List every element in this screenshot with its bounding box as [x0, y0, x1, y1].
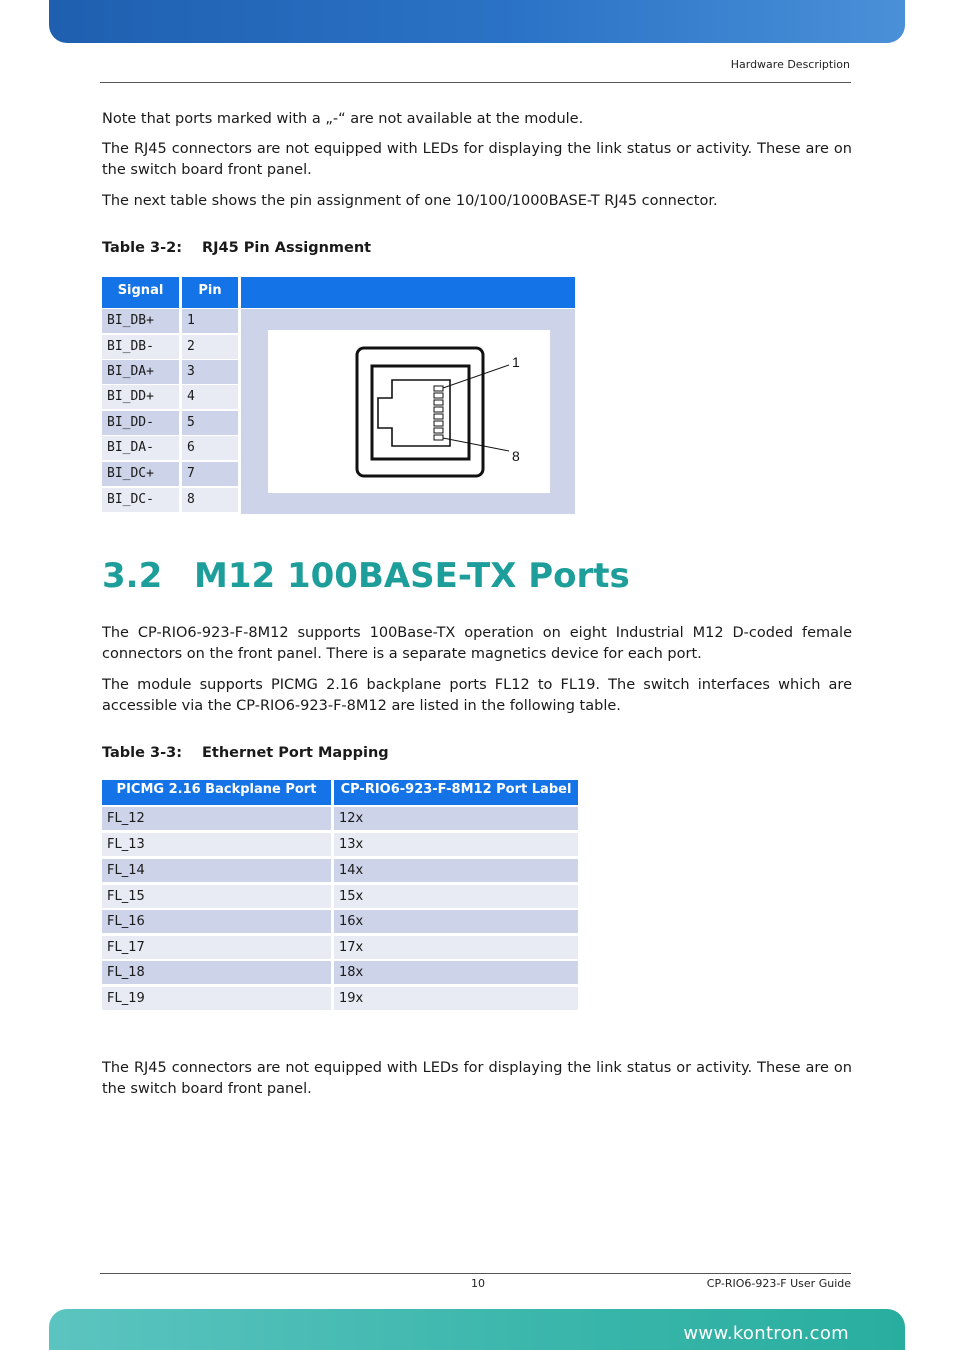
signal-cell: BI_DB- [102, 335, 179, 359]
backplane-port-cell: FL_15 [102, 885, 331, 908]
port-label-cell: 17x [334, 936, 578, 959]
port-label-cell: 18x [334, 961, 578, 984]
port-label-cell: 15x [334, 885, 578, 908]
table-3-2-caption [102, 240, 371, 256]
intro-paragraph-1: Note that ports marked with a „-“ are not available at the module. [102, 111, 584, 127]
intro-paragraph-3: The next table shows the pin assignment of one 10/100/1000BASE-T RJ45 connector. [102, 193, 718, 209]
backplane-port-cell: FL_16 [102, 910, 331, 933]
backplane-port-cell: FL_19 [102, 987, 331, 1010]
intro-paragraph-2: The RJ45 connectors are not equipped with LEDs for displaying the link status or activity. These are on the switch board front panel. [102, 141, 852, 178]
header-rule [100, 82, 851, 83]
column-header-signal: Signal [102, 277, 179, 308]
pin-cell: 7 [182, 462, 238, 486]
column-header-port-label: CP-RIO6-923-F-8M12 Port Label [334, 780, 578, 805]
caption-number: Table 3-2: [102, 240, 183, 256]
signal-cell: BI_DD- [102, 411, 179, 435]
port-label-cell: 16x [334, 910, 578, 933]
signal-cell: BI_DA- [102, 436, 179, 460]
closing-paragraph: The RJ45 connectors are not equipped with LEDs for displaying the link status or activity. These are on the switch board front panel. [102, 1060, 852, 1097]
table-3-3-caption [102, 745, 389, 761]
port-label-cell: 13x [334, 833, 578, 856]
caption-title: RJ45 Pin Assignment [202, 240, 372, 256]
backplane-port-cell: FL_18 [102, 961, 331, 984]
connector-image-panel [241, 309, 575, 514]
rj45-connector-diagram [268, 330, 550, 493]
pin-cell: 2 [182, 335, 238, 359]
page-number: 10 [471, 1277, 485, 1290]
website-link[interactable]: www.kontron.com [683, 1323, 849, 1344]
pin-cell: 3 [182, 360, 238, 384]
header-band [49, 0, 905, 43]
pin1-leader-line [443, 365, 509, 388]
signal-cell: BI_DA+ [102, 360, 179, 384]
jack-opening [378, 380, 450, 446]
section-paragraph-1: The CP-RIO6-923-F-8M12 supports 100Base-TX operation on eight Industrial M12 D-coded female connectors on the front panel. There is a separate magnetics device for each port. [102, 625, 852, 662]
port-label-cell: 12x [334, 807, 578, 830]
signal-cell: BI_DC+ [102, 462, 179, 486]
footer-rule [100, 1273, 851, 1274]
section-number: 3.2 [102, 556, 163, 596]
guide-title: CP-RIO6-923-F User Guide [706, 1277, 851, 1290]
pin-cell: 5 [182, 411, 238, 435]
signal-cell: BI_DD+ [102, 385, 179, 409]
section-title: M12 100BASE-TX Ports [194, 556, 630, 596]
pin1-label: 1 [512, 354, 520, 370]
running-header: Hardware Description [730, 58, 850, 71]
caption-number: Table 3-3: [102, 745, 183, 761]
column-header-backplane-port: PICMG 2.16 Backplane Port [102, 780, 331, 805]
signal-cell: BI_DC- [102, 488, 179, 512]
section-heading [102, 556, 630, 596]
pin-cell: 1 [182, 309, 238, 333]
pin8-leader-line [443, 438, 509, 451]
port-label-cell: 19x [334, 987, 578, 1010]
backplane-port-cell: FL_17 [102, 936, 331, 959]
contact-pins [434, 386, 443, 440]
pin-cell: 8 [182, 488, 238, 512]
section-paragraph-2: The module supports PICMG 2.16 backplane ports FL12 to FL19. The switch interfaces which are accessible via the CP-RIO6-923-F-8M12 are listed in the following table. [102, 677, 852, 714]
pin8-label: 8 [512, 448, 520, 464]
caption-title: Ethernet Port Mapping [202, 745, 389, 761]
column-header-image [241, 277, 575, 308]
column-header-pin: Pin [182, 277, 238, 308]
backplane-port-cell: FL_14 [102, 859, 331, 882]
port-label-cell: 14x [334, 859, 578, 882]
pin-cell: 4 [182, 385, 238, 409]
pin-cell: 6 [182, 436, 238, 460]
backplane-port-cell: FL_13 [102, 833, 331, 856]
signal-cell: BI_DB+ [102, 309, 179, 333]
backplane-port-cell: FL_12 [102, 807, 331, 830]
